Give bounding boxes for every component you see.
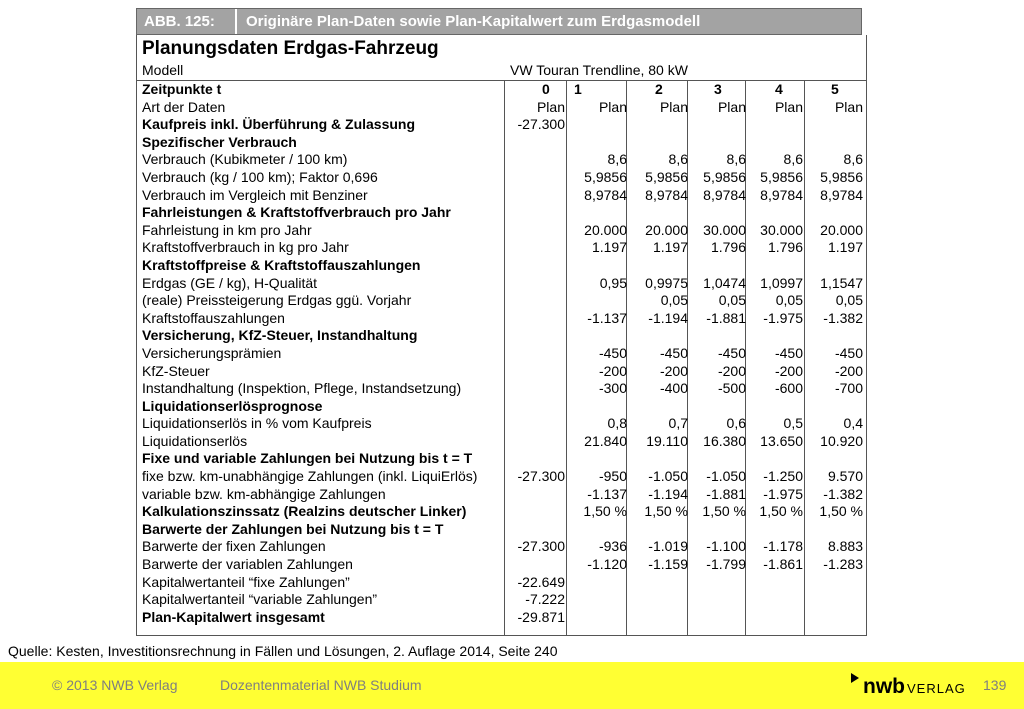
table-row (137, 116, 866, 134)
cell-t5: 8,9784 (820, 186, 863, 203)
cell-t4: -1.178 (763, 538, 803, 555)
cell-t3: -1.881 (706, 485, 746, 502)
row-label: Fahrleistung in km pro Jahr (142, 221, 312, 238)
table-row (137, 239, 866, 257)
row-label: Plan-Kapitalwert insgesamt (142, 608, 325, 625)
table-row (137, 345, 866, 363)
cell-t1: 1,50 % (583, 503, 627, 520)
table-row (137, 503, 866, 521)
table-title: Planungsdaten Erdgas-Fahrzeug (142, 38, 439, 59)
table-row (137, 380, 866, 398)
table-row (137, 609, 866, 627)
cell-t2: Plan (659, 98, 688, 115)
cell-t5: 5,9856 (820, 168, 863, 185)
table-row (137, 310, 866, 328)
table-row (137, 327, 866, 345)
row-label: Erdgas (GE / kg), H-Qualität (142, 274, 318, 291)
row-label: Liquidationserlösprognose (142, 397, 323, 414)
cell-t3: -200 (717, 362, 746, 379)
row-label: Kalkulationszinssatz (Realzins deutscher Linker) (142, 503, 467, 520)
cell-t3: 0,6 (726, 415, 746, 432)
cell-t1: 20.000 (584, 221, 627, 238)
cell-t0: 0 (542, 81, 550, 97)
row-label: Kraftstoffauszahlungen (142, 309, 285, 326)
table-row (137, 574, 866, 592)
cell-t3: -1.799 (706, 556, 746, 573)
cell-t4: 8,9784 (760, 186, 803, 203)
cell-t0: -22.649 (517, 573, 565, 590)
cell-t1: 21.840 (584, 432, 627, 449)
cell-t2: 20.000 (645, 221, 688, 238)
cell-t5: -1.283 (823, 556, 863, 573)
cell-t3: 1.796 (710, 239, 746, 256)
cell-t2: 8,6 (668, 151, 688, 168)
cell-t2: 1,50 % (644, 503, 688, 520)
table-row (137, 398, 866, 416)
cell-t1: 0,8 (607, 415, 627, 432)
cell-t4: 30.000 (760, 221, 803, 238)
cell-t3: -1.881 (706, 309, 746, 326)
cell-t0: -27.300 (517, 538, 565, 555)
table-row (137, 222, 866, 240)
row-label: Fahrleistungen & Kraftstoffverbrauch pro Jahr (142, 204, 451, 221)
table-row (137, 450, 866, 468)
table-row (137, 134, 866, 152)
row-label: Instandhaltung (Inspektion, Pflege, Instandsetzung) (142, 380, 462, 397)
cell-t2: 0,05 (660, 292, 688, 309)
row-label: Barwerte der fixen Zahlungen (142, 538, 326, 555)
cell-t5: -1.382 (823, 309, 863, 326)
cell-t1: -936 (598, 538, 627, 555)
cell-t1: 5,9856 (584, 168, 627, 185)
cell-t2: -1.194 (648, 485, 688, 502)
row-label: Versicherungsprämien (142, 344, 282, 361)
cell-t3: -1.100 (706, 538, 746, 555)
cell-t4: Plan (774, 98, 803, 115)
cell-t2: -1.194 (648, 309, 688, 326)
cell-t2: 0,7 (668, 415, 688, 432)
figure-title: Originäre Plan-Daten sowie Plan-Kapitalwert zum Erdgasmodell (246, 13, 701, 30)
cell-t3: 8,6 (726, 151, 746, 168)
cell-t4: -1.861 (763, 556, 803, 573)
table-row (137, 204, 866, 222)
cell-t4: -450 (774, 344, 803, 361)
cell-t1: 8,9784 (584, 186, 627, 203)
logo-nwb-text: nwb (863, 675, 905, 698)
cell-t3: 8,9784 (703, 186, 746, 203)
cell-t5: -450 (834, 344, 863, 361)
cell-t5: 0,05 (835, 292, 863, 309)
cell-t1: 0,95 (599, 274, 627, 291)
cell-t5: 20.000 (820, 221, 863, 238)
cell-t5: -1.382 (823, 485, 863, 502)
cell-t5: 5 (831, 81, 839, 97)
cell-t2: 0,9975 (645, 274, 688, 291)
table-row (137, 486, 866, 504)
cell-t2: 19.110 (646, 432, 688, 449)
row-label: Verbrauch im Vergleich mit Benziner (142, 186, 368, 203)
cell-t2: 8,9784 (645, 186, 688, 203)
cell-t1: 8,6 (607, 151, 627, 168)
header-separator (235, 9, 237, 34)
cell-t5: -700 (834, 380, 863, 397)
row-label: Verbrauch (kg / 100 km); Faktor 0,696 (142, 168, 378, 185)
cell-t4: -1.975 (763, 485, 803, 502)
row-label: Art der Daten (142, 98, 226, 115)
cell-t0: -27.300 (517, 116, 565, 133)
row-label: Kaufpreis inkl. Überführung & Zulassung (142, 116, 416, 133)
cell-t5: 8,6 (843, 151, 863, 168)
row-label: fixe bzw. km-unabhängige Zahlungen (inkl. LiquiErlös) (142, 468, 478, 485)
cell-t5: Plan (834, 98, 863, 115)
cell-t3: 30.000 (703, 221, 746, 238)
row-label: Kapitalwertanteil “fixe Zahlungen” (142, 573, 350, 590)
cell-t4: 1,50 % (759, 503, 803, 520)
cell-t5: 0,4 (843, 415, 863, 432)
table-row (137, 275, 866, 293)
cell-t1: 1 (574, 81, 582, 97)
row-label: Verbrauch (Kubikmeter / 100 km) (142, 151, 348, 168)
row-label: Kraftstoffverbrauch in kg pro Jahr (142, 239, 349, 256)
cell-t3: 0,05 (718, 292, 746, 309)
cell-t4: -200 (774, 362, 803, 379)
cell-t3: -1.050 (706, 468, 746, 485)
cell-t3: 3 (714, 81, 722, 97)
row-label: Liquidationserlös in % vom Kaufpreis (142, 415, 372, 432)
table-row (137, 187, 866, 205)
cell-t5: 1.197 (827, 239, 863, 256)
modell-label: Modell (142, 62, 184, 78)
table-row (137, 151, 866, 169)
cell-t4: -1.975 (763, 309, 803, 326)
row-label: Spezifischer Verbrauch (142, 133, 297, 150)
row-label: Barwerte der Zahlungen bei Nutzung bis t = T (142, 520, 444, 537)
table-row (137, 415, 866, 433)
row-label: Kraftstoffpreise & Kraftstoffauszahlungen (142, 256, 421, 273)
cell-t0: Plan (536, 98, 565, 115)
table-rows (137, 81, 866, 626)
cell-t1: -1.120 (587, 556, 627, 573)
cell-t2: -450 (659, 344, 688, 361)
table-row (137, 169, 866, 187)
cell-t2: 1.197 (652, 239, 688, 256)
cell-t1: -300 (598, 380, 627, 397)
cell-t1: -950 (598, 468, 627, 485)
source-citation: Quelle: Kesten, Investitionsrechnung in Fällen und Lösungen, 2. Auflage 2014, Seite 240 (8, 643, 558, 659)
row-label: Liquidationserlös (142, 432, 248, 449)
table-row (137, 433, 866, 451)
modell-value: VW Touran Trendline, 80 kW (510, 62, 688, 78)
table-row (137, 468, 866, 486)
cell-t4: 5,9856 (760, 168, 803, 185)
cell-t4: -600 (774, 380, 803, 397)
cell-t4: 13.650 (760, 432, 803, 449)
cell-t2: 2 (655, 81, 663, 97)
cell-t5: 1,50 % (819, 503, 863, 520)
cell-t3: Plan (717, 98, 746, 115)
cell-t5: 10.920 (820, 432, 863, 449)
table-row (137, 538, 866, 556)
figure-number: ABB. 125: (144, 13, 215, 30)
row-label: variable bzw. km-abhängige Zahlungen (142, 485, 386, 502)
cell-t5: 1,1547 (820, 274, 863, 291)
cell-t1: Plan (598, 98, 627, 115)
cell-t4: 0,05 (775, 292, 803, 309)
table-row (137, 591, 866, 609)
logo-verlag-text: VERLAG (907, 681, 966, 696)
figure-header (136, 8, 862, 35)
copyright-text: © 2013 NWB Verlag (52, 677, 178, 693)
table-row (137, 556, 866, 574)
footer-bar (0, 662, 1024, 709)
cell-t1: 1.197 (591, 239, 627, 256)
row-label: Kapitalwertanteil “variable Zahlungen” (142, 591, 378, 608)
planning-table (136, 35, 867, 636)
cell-t2: -1.019 (648, 538, 688, 555)
cell-t3: -450 (717, 344, 746, 361)
cell-t4: -1.250 (763, 468, 803, 485)
cell-t4: 0,5 (783, 415, 803, 432)
cell-t1: -1.137 (587, 485, 627, 502)
row-label: Barwerte der variablen Zahlungen (142, 556, 353, 573)
cell-t4: 1,0997 (760, 274, 803, 291)
cell-t3: 1,0474 (703, 274, 746, 291)
cell-t1: -1.137 (587, 309, 627, 326)
table-row (137, 363, 866, 381)
table-row (137, 521, 866, 539)
cell-t3: 5,9856 (703, 168, 746, 185)
cell-t3: 1,50 % (702, 503, 746, 520)
cell-t5: 9.570 (827, 468, 863, 485)
cell-t3: 16.380 (703, 432, 746, 449)
table-row (137, 99, 866, 117)
row-label: (reale) Preissteigerung Erdgas ggü. Vorjahr (142, 292, 412, 309)
row-label: KfZ-Steuer (142, 362, 210, 379)
cell-t5: -200 (834, 362, 863, 379)
cell-t0: -27.300 (517, 468, 565, 485)
row-label: Fixe und variable Zahlungen bei Nutzung bis t = T (142, 450, 473, 467)
cell-t2: -1.050 (648, 468, 688, 485)
course-material-text: Dozentenmaterial NWB Studium (220, 677, 422, 693)
cell-t0: -29.871 (517, 608, 565, 625)
page-number: 139 (983, 677, 1007, 693)
logo-triangle-icon (851, 673, 859, 683)
cell-t4: 8,6 (783, 151, 803, 168)
cell-t4: 1.796 (767, 239, 803, 256)
table-row (137, 81, 866, 99)
cell-t0: -7.222 (525, 591, 565, 608)
cell-t3: -500 (717, 380, 746, 397)
cell-t2: -1.159 (648, 556, 688, 573)
table-row (137, 257, 866, 275)
table-row (137, 292, 866, 310)
cell-t1: -450 (598, 344, 627, 361)
row-label: Versicherung, KfZ-Steuer, Instandhaltung (142, 327, 418, 344)
cell-t5: 8.883 (827, 538, 863, 555)
cell-t2: -400 (659, 380, 688, 397)
cell-t1: -200 (598, 362, 627, 379)
cell-t2: -200 (659, 362, 688, 379)
cell-t4: 4 (775, 81, 783, 97)
cell-t2: 5,9856 (645, 168, 688, 185)
row-label: Zeitpunkte t (142, 81, 222, 97)
